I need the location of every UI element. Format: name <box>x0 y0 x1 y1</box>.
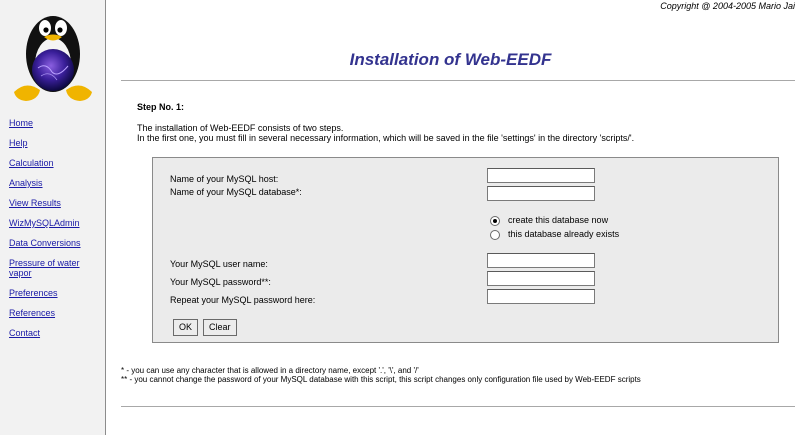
copyright-notice: Copyright @ 2004-2005 Mario Jai <box>660 1 795 11</box>
install-form <box>152 157 779 343</box>
sidebar-item-calculation[interactable]: Calculation <box>9 158 54 168</box>
database-label: Name of your MySQL database*: <box>170 187 302 197</box>
password-label: Your MySQL password**: <box>170 277 271 287</box>
step-heading: Step No. 1: <box>137 102 185 112</box>
top-divider <box>121 80 795 81</box>
sidebar-item-contact[interactable]: Contact <box>9 328 41 338</box>
repeat-password-label: Repeat your MySQL password here: <box>170 295 316 305</box>
tux-penguin-logo-icon <box>8 6 98 106</box>
repeat-password-input[interactable] <box>487 289 595 304</box>
radio-create-database[interactable] <box>490 216 500 226</box>
radio-database-exists[interactable] <box>490 230 500 240</box>
radio-exists-row[interactable] <box>490 229 619 240</box>
sidebar-item-help[interactable]: Help <box>9 138 28 148</box>
intro-line-1: The installation of Web-EEDF consists of two steps. <box>137 123 344 133</box>
sidebar-item-preferences[interactable]: Preferences <box>9 288 58 298</box>
sidebar-item-pressure-of-water-vapor[interactable]: Pressure of water vapor <box>9 258 80 278</box>
ok-button[interactable]: OK <box>173 319 198 336</box>
intro-line-2: In the first one, you must fill in several necessary information, which will be saved in the file 'settings' in the directory 'scripts/'. <box>137 133 635 143</box>
footnote-2: ** - you cannot change the password of your MySQL database with this script, this script changes only configuration file used by Web-EEDF scripts <box>121 375 641 384</box>
sidebar-item-view-results[interactable]: View Results <box>9 198 61 208</box>
footnotes <box>121 366 641 384</box>
user-label: Your MySQL user name: <box>170 259 268 269</box>
bottom-divider <box>121 406 795 407</box>
host-input[interactable] <box>487 168 595 183</box>
user-input[interactable] <box>487 253 595 268</box>
radio-create-label: create this database now <box>508 215 609 225</box>
sidebar-item-wizmysqladmin[interactable]: WizMySQLAdmin <box>9 218 80 228</box>
sidebar-item-analysis[interactable]: Analysis <box>9 178 43 188</box>
sidebar-nav <box>9 118 101 348</box>
page-title: Installation of Web-EEDF <box>349 50 552 69</box>
radio-exists-label: this database already exists <box>508 229 620 239</box>
host-label: Name of your MySQL host: <box>170 174 279 184</box>
sidebar <box>0 0 106 435</box>
intro-text <box>137 123 634 143</box>
clear-button[interactable]: Clear <box>203 319 237 336</box>
sidebar-item-home[interactable]: Home <box>9 118 34 128</box>
password-input[interactable] <box>487 271 595 286</box>
footnote-1: * - you can use any character that is allowed in a directory name, except '.', '\', and '/' <box>121 366 419 375</box>
radio-create-row[interactable] <box>490 215 608 226</box>
database-input[interactable] <box>487 186 595 201</box>
sidebar-item-data-conversions[interactable]: Data Conversions <box>9 238 81 248</box>
sidebar-item-references[interactable]: References <box>9 308 56 318</box>
